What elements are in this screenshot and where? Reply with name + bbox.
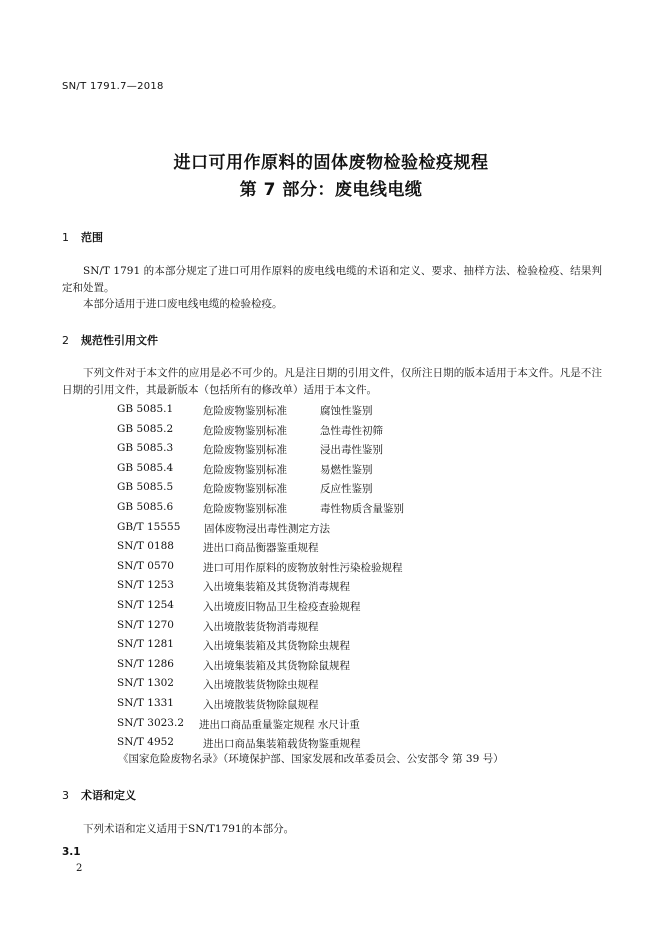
- reference-subtitle: 急性毒性初筛: [320, 424, 383, 437]
- section-2-title: 规范性引用文件: [81, 334, 158, 347]
- section-1-number: 1: [62, 231, 69, 244]
- reference-title: 危险废物鉴别标准: [203, 463, 287, 476]
- reference-code: SN/T 1254: [117, 599, 174, 611]
- reference-code: SN/T 1331: [117, 697, 174, 709]
- reference-title: 危险废物鉴别标准: [203, 405, 287, 417]
- reference-subtitle: 毒性物质含量鉴别: [320, 503, 404, 515]
- section-1-paragraph-1: SN/T 1791 的本部分规定了进口可用作原料的废电线电缆的术语和定义、要求、抽样方法、检验检疫、结果判定和处置。: [62, 265, 602, 294]
- standard-code: SN/T 1791.7—2018: [62, 81, 164, 92]
- reference-code: GB/T 15555: [117, 520, 181, 533]
- section-3-number: 3: [62, 789, 69, 802]
- section-2-heading: [62, 332, 158, 348]
- reference-catalog: 《国家危险废物名录》（环境保护部、国家发展和改革委员会、公安部令 第 39 号）: [118, 753, 504, 765]
- reference-subtitle: 反应性鉴别: [320, 483, 373, 496]
- reference-subtitle: 易燃性鉴别: [320, 463, 373, 476]
- reference-title: 危险废物鉴别标准: [203, 444, 287, 457]
- reference-code: GB 5085.2: [117, 422, 174, 435]
- reference-code: GB 5085.4: [117, 461, 174, 474]
- reference-title: 进出口商品衡器鉴重规程: [203, 542, 319, 555]
- section-1-heading: [62, 229, 103, 245]
- reference-code: SN/T 1270: [117, 618, 174, 631]
- page-number: 2: [76, 863, 83, 874]
- reference-code: SN/T 1302: [117, 677, 174, 690]
- reference-code: GB 5085.6: [117, 501, 174, 513]
- reference-code: GB 5085.3: [117, 442, 174, 455]
- reference-title: 进出口商品重量鉴定规程 水尺计重: [199, 718, 360, 731]
- reference-title: 进出口商品集装箱载货物鉴重规程: [203, 738, 361, 751]
- document-part-title: 第 7 部分：废电线电缆: [239, 180, 423, 200]
- reference-title: 危险废物鉴别标准: [203, 424, 287, 437]
- reference-title: 入出境废旧物品卫生检疫查验规程: [203, 601, 361, 613]
- reference-code: SN/T 1253: [117, 579, 174, 592]
- reference-title: 入出境散装货物除虫规程: [203, 679, 319, 692]
- reference-title: 进口可用作原料的废物放射性污染检验规程: [203, 561, 403, 574]
- subsection-number: 3.1: [62, 846, 81, 858]
- section-1-paragraph-2: 本部分适用于进口废电线电缆的检验检疫。: [83, 298, 283, 310]
- section-1-title: 范围: [81, 231, 103, 244]
- reference-code: SN/T 4952: [117, 736, 174, 749]
- reference-title: 危险废物鉴别标准: [203, 503, 287, 515]
- section-3-heading: [62, 787, 136, 803]
- section-3-title: 术语和定义: [81, 789, 136, 802]
- reference-title: 入出境散装货物除鼠规程: [203, 699, 319, 711]
- reference-title: 入出境集装箱及其货物除鼠规程: [203, 659, 350, 672]
- reference-code: GB 5085.1: [117, 403, 174, 415]
- section-2-number: 2: [62, 334, 69, 347]
- reference-subtitle: 腐蚀性鉴别: [320, 405, 373, 417]
- reference-code: SN/T 1281: [117, 638, 174, 651]
- reference-title: 入出境散装货物消毒规程: [203, 620, 319, 633]
- reference-title: 固体废物浸出毒性测定方法: [204, 522, 330, 535]
- reference-code: SN/T 3023.2: [117, 716, 184, 729]
- section-2-paragraph-1: 下列文件对于本文件的应用是必不可少的。凡是注日期的引用文件，仅所注日期的版本适用于本文件。凡是不注日期的引用文件，其最新版本（包括所有的修改单）适用于本文件。: [62, 367, 602, 396]
- document-title: 进口可用作原料的固体废物检验检疫规程: [173, 153, 489, 173]
- reference-title: 入出境集装箱及其货物消毒规程: [203, 581, 350, 594]
- reference-code: SN/T 0188: [117, 540, 174, 553]
- reference-title: 入出境集装箱及其货物除虫规程: [203, 640, 350, 653]
- reference-code: GB 5085.5: [117, 481, 174, 494]
- section-3-paragraph-1: 下列术语和定义适用于SN/T1791的本部分。: [83, 823, 295, 835]
- reference-code: SN/T 0570: [117, 559, 174, 572]
- reference-subtitle: 浸出毒性鉴别: [320, 444, 383, 457]
- reference-title: 危险废物鉴别标准: [203, 483, 287, 496]
- reference-code: SN/T 1286: [117, 657, 174, 670]
